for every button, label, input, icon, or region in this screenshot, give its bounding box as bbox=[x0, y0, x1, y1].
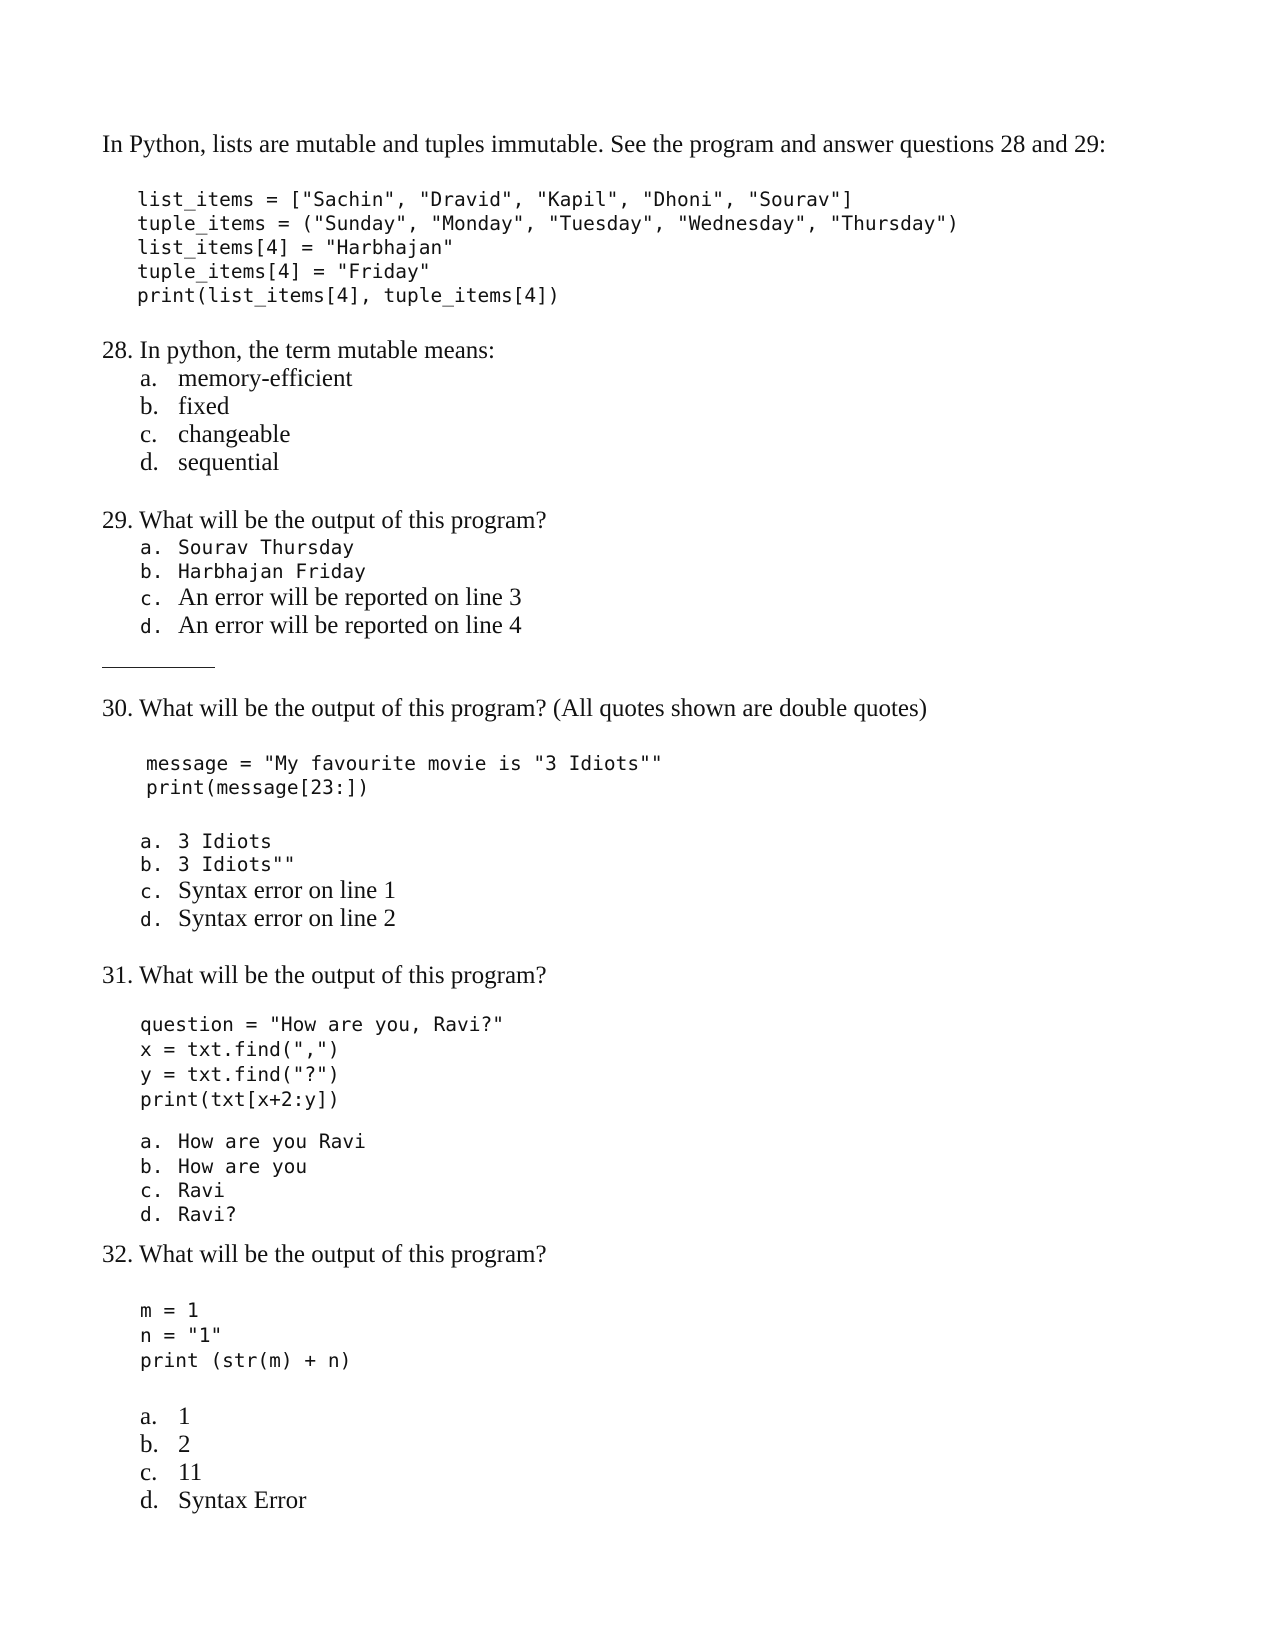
option-text: 2 bbox=[178, 1431, 191, 1458]
option-letter: b. bbox=[140, 853, 164, 876]
option-a bbox=[140, 365, 352, 393]
option-c bbox=[140, 421, 290, 449]
option-d bbox=[140, 449, 279, 477]
code-line: question = "How are you, Ravi?" bbox=[140, 1013, 504, 1036]
option-letter: d. bbox=[140, 1203, 164, 1226]
option-letter: c. bbox=[140, 421, 158, 448]
code-line: print(list_items[4], tuple_items[4]) bbox=[137, 284, 560, 307]
option-letter: c. bbox=[140, 1179, 164, 1202]
option-letter: b. bbox=[140, 1155, 164, 1178]
option-b bbox=[140, 1155, 307, 1179]
code-line: list_items = ["Sachin", "Dravid", "Kapil", "Dhoni", "Sourav"] bbox=[137, 188, 854, 211]
option-letter: a. bbox=[140, 365, 158, 392]
option-d bbox=[140, 612, 522, 640]
code-line: print (str(m) + n) bbox=[140, 1349, 352, 1372]
code-line: print(txt[x+2:y]) bbox=[140, 1088, 340, 1111]
code-line: list_items[4] = "Harbhajan" bbox=[137, 236, 454, 259]
option-letter: b. bbox=[140, 393, 159, 420]
option-text: An error will be reported on line 4 bbox=[178, 612, 522, 639]
option-text: Ravi bbox=[178, 1179, 225, 1202]
code-line: x = txt.find(",") bbox=[140, 1038, 340, 1061]
option-text: 1 bbox=[178, 1403, 191, 1430]
option-text: Sourav Thursday bbox=[178, 536, 355, 559]
question-text: 29. What will be the output of this program? bbox=[102, 507, 547, 534]
question-text: 30. What will be the output of this program? (All quotes shown are double quotes) bbox=[102, 695, 928, 722]
question-text: 32. What will be the output of this program? bbox=[102, 1241, 547, 1268]
question-text: 28. In python, the term mutable means: bbox=[102, 337, 495, 364]
code-line: n = "1" bbox=[140, 1324, 223, 1347]
option-a bbox=[140, 1403, 191, 1431]
option-text: 3 Idiots"" bbox=[178, 853, 296, 876]
option-letter: d. bbox=[140, 908, 164, 931]
option-letter: b. bbox=[140, 1431, 159, 1458]
option-letter: d. bbox=[140, 1487, 159, 1514]
option-letter: c. bbox=[140, 880, 164, 903]
code-line: tuple_items[4] = "Friday" bbox=[137, 260, 431, 283]
code-line: message = "My favourite movie is "3 Idiots"" bbox=[146, 752, 663, 775]
option-c bbox=[140, 877, 396, 905]
option-text: Syntax error on line 2 bbox=[178, 905, 397, 932]
option-d bbox=[140, 1487, 306, 1515]
option-text: Ravi? bbox=[178, 1203, 237, 1226]
option-letter: a. bbox=[140, 1130, 164, 1153]
code-line: m = 1 bbox=[140, 1299, 199, 1322]
option-text: Syntax Error bbox=[178, 1487, 307, 1514]
option-b bbox=[140, 393, 229, 421]
option-c bbox=[140, 584, 522, 612]
option-c bbox=[140, 1459, 202, 1487]
option-text: Syntax error on line 1 bbox=[178, 877, 397, 904]
option-letter: c. bbox=[140, 1459, 158, 1486]
option-a bbox=[140, 830, 272, 854]
option-b bbox=[140, 560, 366, 584]
option-letter: d. bbox=[140, 449, 159, 476]
option-d bbox=[140, 905, 396, 933]
intro-paragraph: In Python, lists are mutable and tuples immutable. See the program and answer questions 28 and 29: bbox=[102, 131, 1106, 158]
option-letter: d. bbox=[140, 615, 164, 638]
option-text: 3 Idiots bbox=[178, 830, 272, 853]
question-text: 31. What will be the output of this program? bbox=[102, 962, 547, 989]
option-letter: a. bbox=[140, 1403, 158, 1430]
option-b bbox=[140, 853, 295, 877]
option-text: memory-efficient bbox=[178, 365, 353, 392]
option-letter: c. bbox=[140, 587, 164, 610]
option-text: changeable bbox=[178, 421, 291, 448]
footnote-divider bbox=[102, 667, 215, 668]
option-text: How are you Ravi bbox=[178, 1130, 366, 1153]
code-line: y = txt.find("?") bbox=[140, 1063, 340, 1086]
option-text: An error will be reported on line 3 bbox=[178, 584, 522, 611]
option-letter: a. bbox=[140, 830, 164, 853]
code-line: print(message[23:]) bbox=[146, 776, 370, 799]
option-a bbox=[140, 536, 354, 560]
option-text: fixed bbox=[178, 393, 230, 420]
option-letter: a. bbox=[140, 536, 164, 559]
option-letter: b. bbox=[140, 560, 164, 583]
option-b bbox=[140, 1431, 191, 1459]
option-text: sequential bbox=[178, 449, 280, 476]
option-a bbox=[140, 1130, 366, 1154]
option-c bbox=[140, 1179, 225, 1203]
option-d bbox=[140, 1203, 237, 1227]
code-line: tuple_items = ("Sunday", "Monday", "Tuesday", "Wednesday", "Thursday") bbox=[137, 212, 959, 235]
option-text: Harbhajan Friday bbox=[178, 560, 366, 583]
option-text: 11 bbox=[178, 1459, 203, 1486]
option-text: How are you bbox=[178, 1155, 308, 1178]
